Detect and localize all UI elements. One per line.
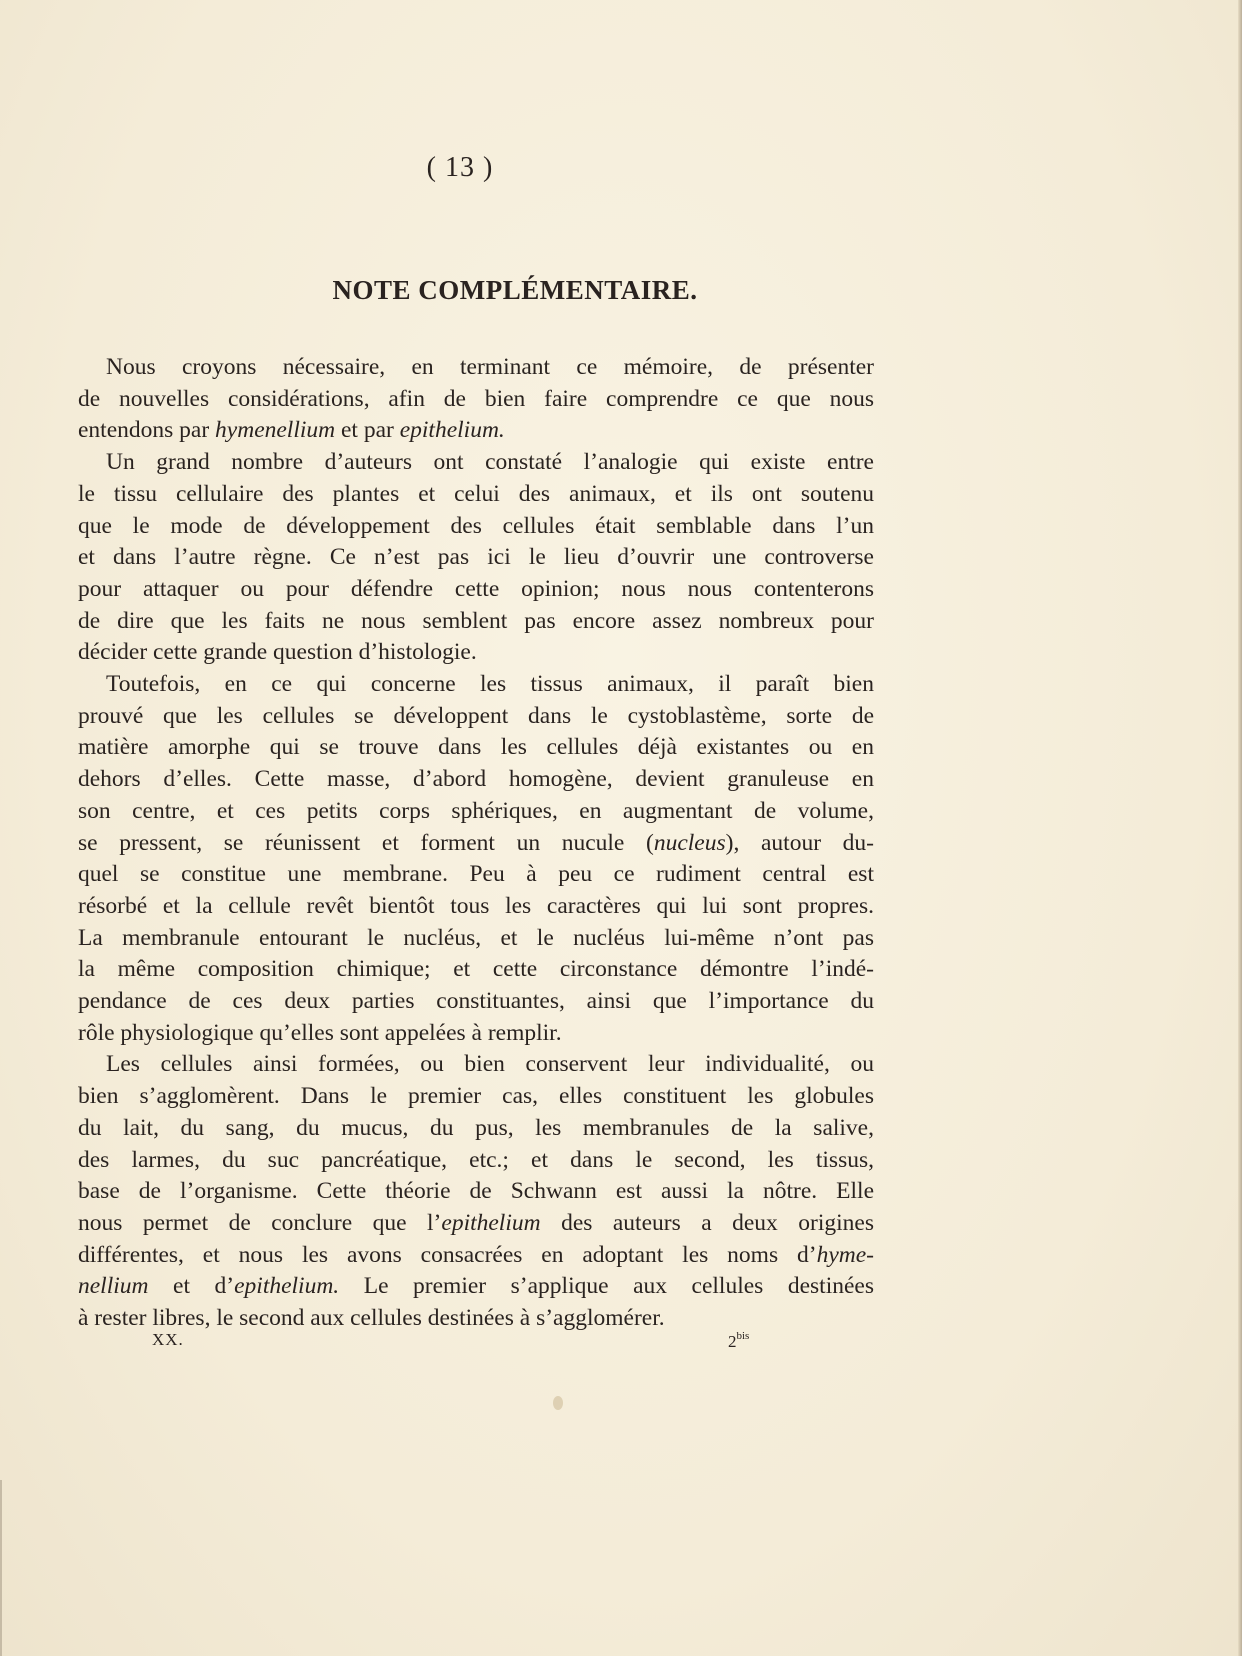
text-segment: nous permet de conclure que l’ <box>78 1209 442 1236</box>
text-segment: résorbé et la cellule revêt bientôt tous les caractères qui lui sont propres. <box>78 892 874 919</box>
text-segment: et par <box>335 417 400 444</box>
signature-mark-right <box>728 1330 749 1352</box>
italic-term: hyme- <box>816 1241 874 1268</box>
text-line <box>78 859 874 891</box>
text-line <box>78 986 874 1018</box>
text-segment: différentes, et nous les avons consacrées en adoptant les noms d’ <box>78 1241 817 1268</box>
text-segment: et dans l’autre règne. Ce n’est pas ici le lieu d’ouvrir une controverse <box>78 544 874 571</box>
text-segment: rôle physiologique qu’elles sont appelées à remplir. <box>78 1019 562 1046</box>
text-line <box>78 764 874 796</box>
text-segment: de nouvelles considérations, afin de bien faire comprendre ce que nous <box>78 385 874 412</box>
text-segment: que le mode de développement des cellules était semblable dans l’un <box>78 512 874 539</box>
signature-mark-left: XX. <box>152 1330 184 1349</box>
text-line <box>78 1049 874 1081</box>
italic-term: epithelium. <box>234 1273 340 1300</box>
page-edge <box>1238 0 1242 1656</box>
text-line <box>78 701 874 733</box>
text-segment: entendons par <box>78 417 216 444</box>
signature-superscript: bis <box>736 1330 750 1342</box>
text-segment: dehors d’elles. Cette masse, d’abord homogène, devient granuleuse en <box>78 766 874 793</box>
text-line <box>78 415 874 447</box>
text-segment: ), autour du- <box>725 829 875 856</box>
paragraph <box>78 352 874 447</box>
footer <box>0 1330 1242 1360</box>
page-edge-left <box>0 1480 2 1656</box>
signature-number: 2 <box>728 1332 737 1351</box>
italic-term: epithelium <box>441 1209 541 1236</box>
text-line <box>78 637 874 669</box>
section-heading: NOTE COMPLÉMENTAIRE. <box>332 275 698 305</box>
text-line <box>78 1145 874 1177</box>
text-line <box>78 1113 874 1145</box>
text-line <box>78 923 874 955</box>
text-segment: son centre, et ces petits corps sphériques, en augmentant de volume, <box>78 797 874 824</box>
text-line <box>78 447 874 479</box>
text-line <box>78 384 874 416</box>
text-line <box>78 352 874 384</box>
text-line <box>78 891 874 923</box>
text-segment: bien s’agglomèrent. Dans le premier cas, elles constituent les globules <box>78 1083 874 1110</box>
text-segment: Nous croyons nécessaire, en terminant ce mémoire, de présenter <box>106 354 874 380</box>
italic-term: nellium <box>78 1273 149 1300</box>
text-segment: du lait, du sang, du mucus, du pus, les membranules de la salive, <box>78 1114 874 1141</box>
text-line <box>78 542 874 574</box>
text-line <box>78 732 874 764</box>
text-line <box>78 796 874 828</box>
paper-spot <box>553 1396 563 1410</box>
text-segment: prouvé que les cellules se développent dans le cystoblastème, sorte de <box>78 702 874 729</box>
paragraph <box>78 447 874 669</box>
page-number: ( 13 ) <box>426 152 494 183</box>
text-segment: quel se constitue une membrane. Peu à peu ce rudiment central est <box>78 861 874 888</box>
text-line <box>78 574 874 606</box>
text-segment: La membranule entourant le nucléus, et le nucléus lui-même n’ont pas <box>78 924 874 951</box>
paragraph <box>78 669 874 1049</box>
text-line <box>78 828 874 860</box>
italic-term: hymenellium <box>215 417 336 444</box>
text-segment: base de l’organisme. Cette théorie de Schwann est aussi la nôtre. Elle <box>78 1178 874 1205</box>
text-segment: Les cellules ainsi formées, ou bien conservent leur individualité, ou <box>106 1051 874 1078</box>
text-segment: pour attaquer ou pour défendre cette opinion; nous nous contenterons <box>78 575 874 602</box>
text-line <box>78 1208 874 1240</box>
text-segment: à rester libres, le second aux cellules destinées à s’agglomérer. <box>78 1305 665 1332</box>
text-segment: Toutefois, en ce qui concerne les tissus animaux, il paraît bien <box>106 671 874 698</box>
text-segment: la même composition chimique; et cette circonstance démontre l’indé- <box>78 956 874 983</box>
body-text <box>78 352 874 1335</box>
text-line <box>78 479 874 511</box>
text-segment: Le premier s’applique aux cellules destinées <box>339 1273 874 1300</box>
text-segment: et d’ <box>148 1273 235 1300</box>
text-line <box>78 1176 874 1208</box>
text-line <box>78 1018 874 1050</box>
text-segment: pendance de ces deux parties constituantes, ainsi que l’importance du <box>78 988 874 1015</box>
text-segment: matière amorphe qui se trouve dans les cellules déjà existantes ou en <box>78 734 874 761</box>
text-line <box>78 1081 874 1113</box>
text-line <box>78 954 874 986</box>
text-line <box>78 669 874 701</box>
text-line <box>78 1271 874 1303</box>
italic-term: nucleus <box>653 829 726 856</box>
text-segment: le tissu cellulaire des plantes et celui des animaux, et ils ont soutenu <box>78 480 874 507</box>
text-segment: des larmes, du suc pancréatique, etc.; et dans le second, les tissus, <box>78 1146 874 1173</box>
paragraph <box>78 1049 874 1334</box>
text-segment: des auteurs a deux origines <box>540 1209 874 1236</box>
text-line <box>78 1240 874 1272</box>
italic-term: epithelium. <box>399 417 505 444</box>
text-segment: décider cette grande question d’histologie. <box>78 639 477 666</box>
text-segment: Un grand nombre d’auteurs ont constaté l’analogie qui existe entre <box>106 449 874 476</box>
text-segment: de dire que les faits ne nous semblent pas encore assez nombreux pour <box>78 607 874 634</box>
text-segment: se pressent, se réunissent et forment un nucule ( <box>78 829 654 856</box>
text-line <box>78 606 874 638</box>
text-line <box>78 511 874 543</box>
